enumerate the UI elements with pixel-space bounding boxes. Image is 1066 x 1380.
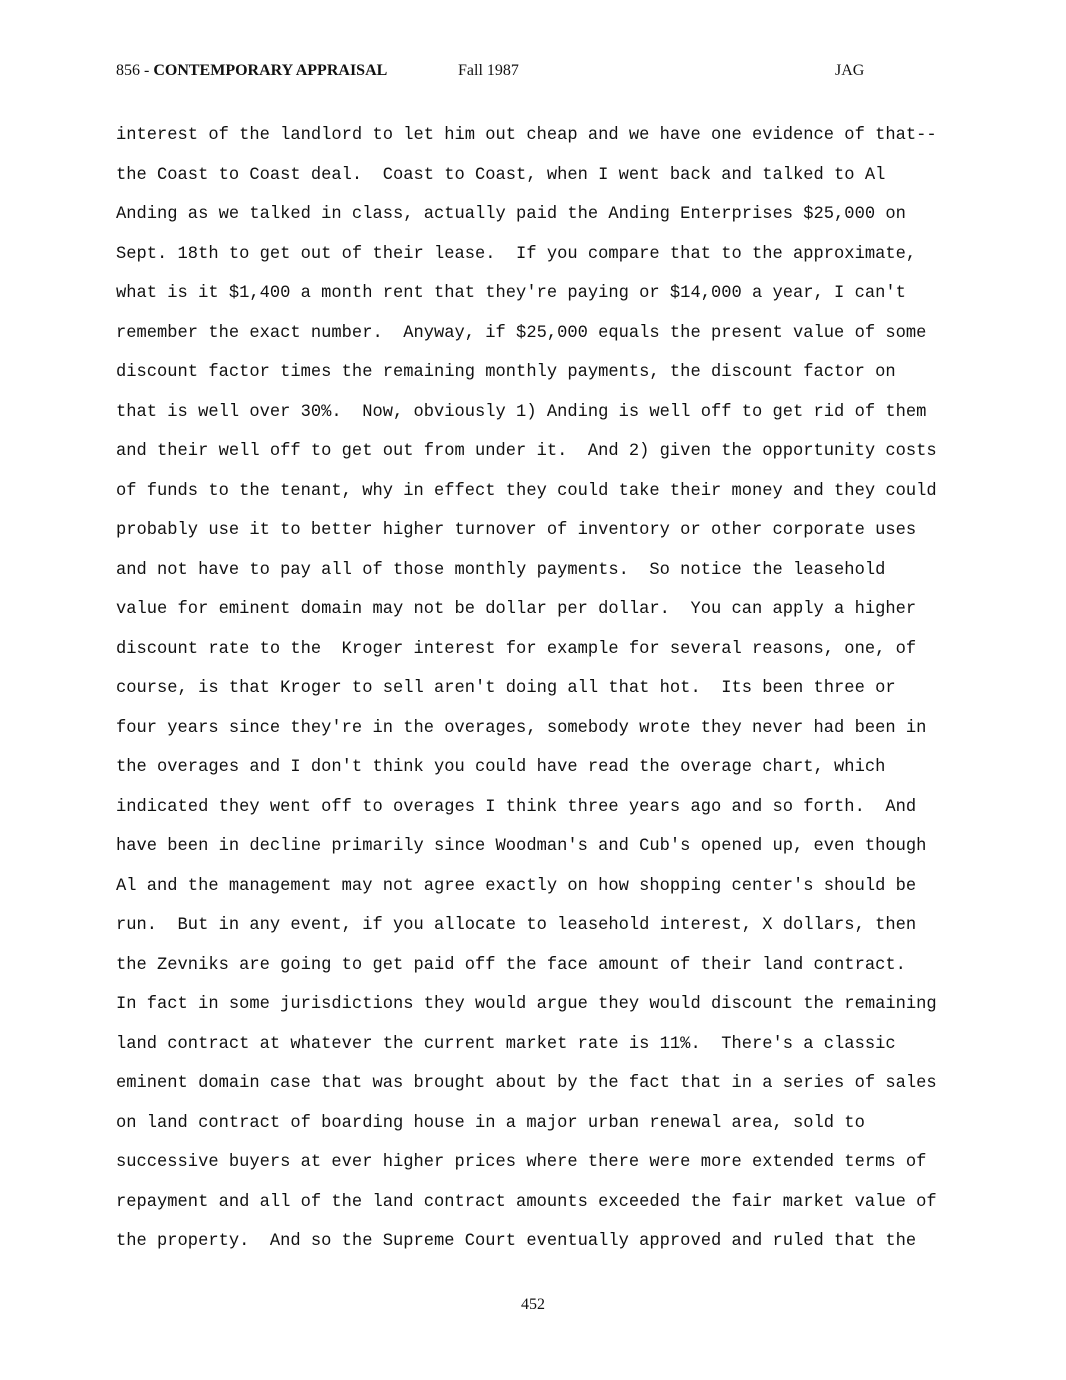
page-header xyxy=(116,62,876,84)
text-line: four years since they're in the overages, somebody wrote they never had been in xyxy=(116,718,927,738)
term-label: Fall 1987 xyxy=(458,62,519,79)
text-line: Sept. 18th to get out of their lease. If you compare that to the approximate, xyxy=(116,244,917,264)
text-line: of funds to the tenant, why in effect they could take their money and they could xyxy=(116,481,937,501)
course-heading xyxy=(116,62,387,80)
text-line: discount rate to the Kroger interest for example for several reasons, one, of xyxy=(116,639,917,659)
text-line: that is well over 30%. Now, obviously 1) Anding is well off to get rid of them xyxy=(116,402,927,422)
text-line: what is it $1,400 a month rent that they're paying or $14,000 a year, I can't xyxy=(116,284,906,303)
text-line: remember the exact number. Anyway, if $25,000 equals the present value of some xyxy=(116,323,927,343)
text-line: Al and the management may not agree exactly on how shopping center's should be xyxy=(116,876,917,896)
text-line: and their well off to get out from under it. And 2) given the opportunity costs xyxy=(116,442,937,461)
text-line: interest of the landlord to let him out cheap and we have one evidence of that-- xyxy=(116,126,937,145)
text-line: the Zevniks are going to get paid off the face amount of their land contract. xyxy=(116,955,906,975)
course-number: 856 - xyxy=(116,62,154,79)
text-line: have been in decline primarily since Woodman's and Cub's opened up, even though xyxy=(116,837,927,856)
text-line: run. But in any event, if you allocate to leasehold interest, X dollars, then xyxy=(116,916,917,935)
text-line: eminent domain case that was brought about by the fact that in a series of sales xyxy=(116,1074,937,1093)
text-line: on land contract of boarding house in a major urban renewal area, sold to xyxy=(116,1113,865,1133)
text-line: In fact in some jurisdictions they would argue they would discount the remaining xyxy=(116,995,937,1014)
text-line: land contract at whatever the current market rate is 11%. There's a classic xyxy=(116,1034,896,1054)
transcript-body xyxy=(116,116,976,1262)
text-line: probably use it to better higher turnover of inventory or other corporate uses xyxy=(116,521,917,540)
text-line: course, is that Kroger to sell aren't doing all that hot. Its been three or xyxy=(116,679,896,698)
course-title: CONTEMPORARY APPRAISAL xyxy=(153,62,388,79)
text-line: Anding as we talked in class, actually paid the Anding Enterprises $25,000 on xyxy=(116,205,906,224)
text-line: the property. And so the Supreme Court eventually approved and ruled that the xyxy=(116,1232,917,1251)
text-line: successive buyers at ever higher prices where there were more extended terms of xyxy=(116,1153,927,1172)
text-line: indicated they went off to overages I think three years ago and so forth. And xyxy=(116,797,917,817)
text-line: discount factor times the remaining monthly payments, the discount factor on xyxy=(116,363,896,382)
text-line: repayment and all of the land contract amounts exceeded the fair market value of xyxy=(116,1192,937,1212)
text-line: and not have to pay all of those monthly payments. So notice the leasehold xyxy=(116,560,886,580)
text-line: the Coast to Coast deal. Coast to Coast, when I went back and talked to Al xyxy=(116,165,886,185)
text-line: the overages and I don't think you could have read the overage chart, which xyxy=(116,758,886,777)
page-number: 452 xyxy=(521,1296,545,1313)
author-initials: JAG xyxy=(835,62,865,79)
text-line: value for eminent domain may not be dollar per dollar. You can apply a higher xyxy=(116,600,917,619)
